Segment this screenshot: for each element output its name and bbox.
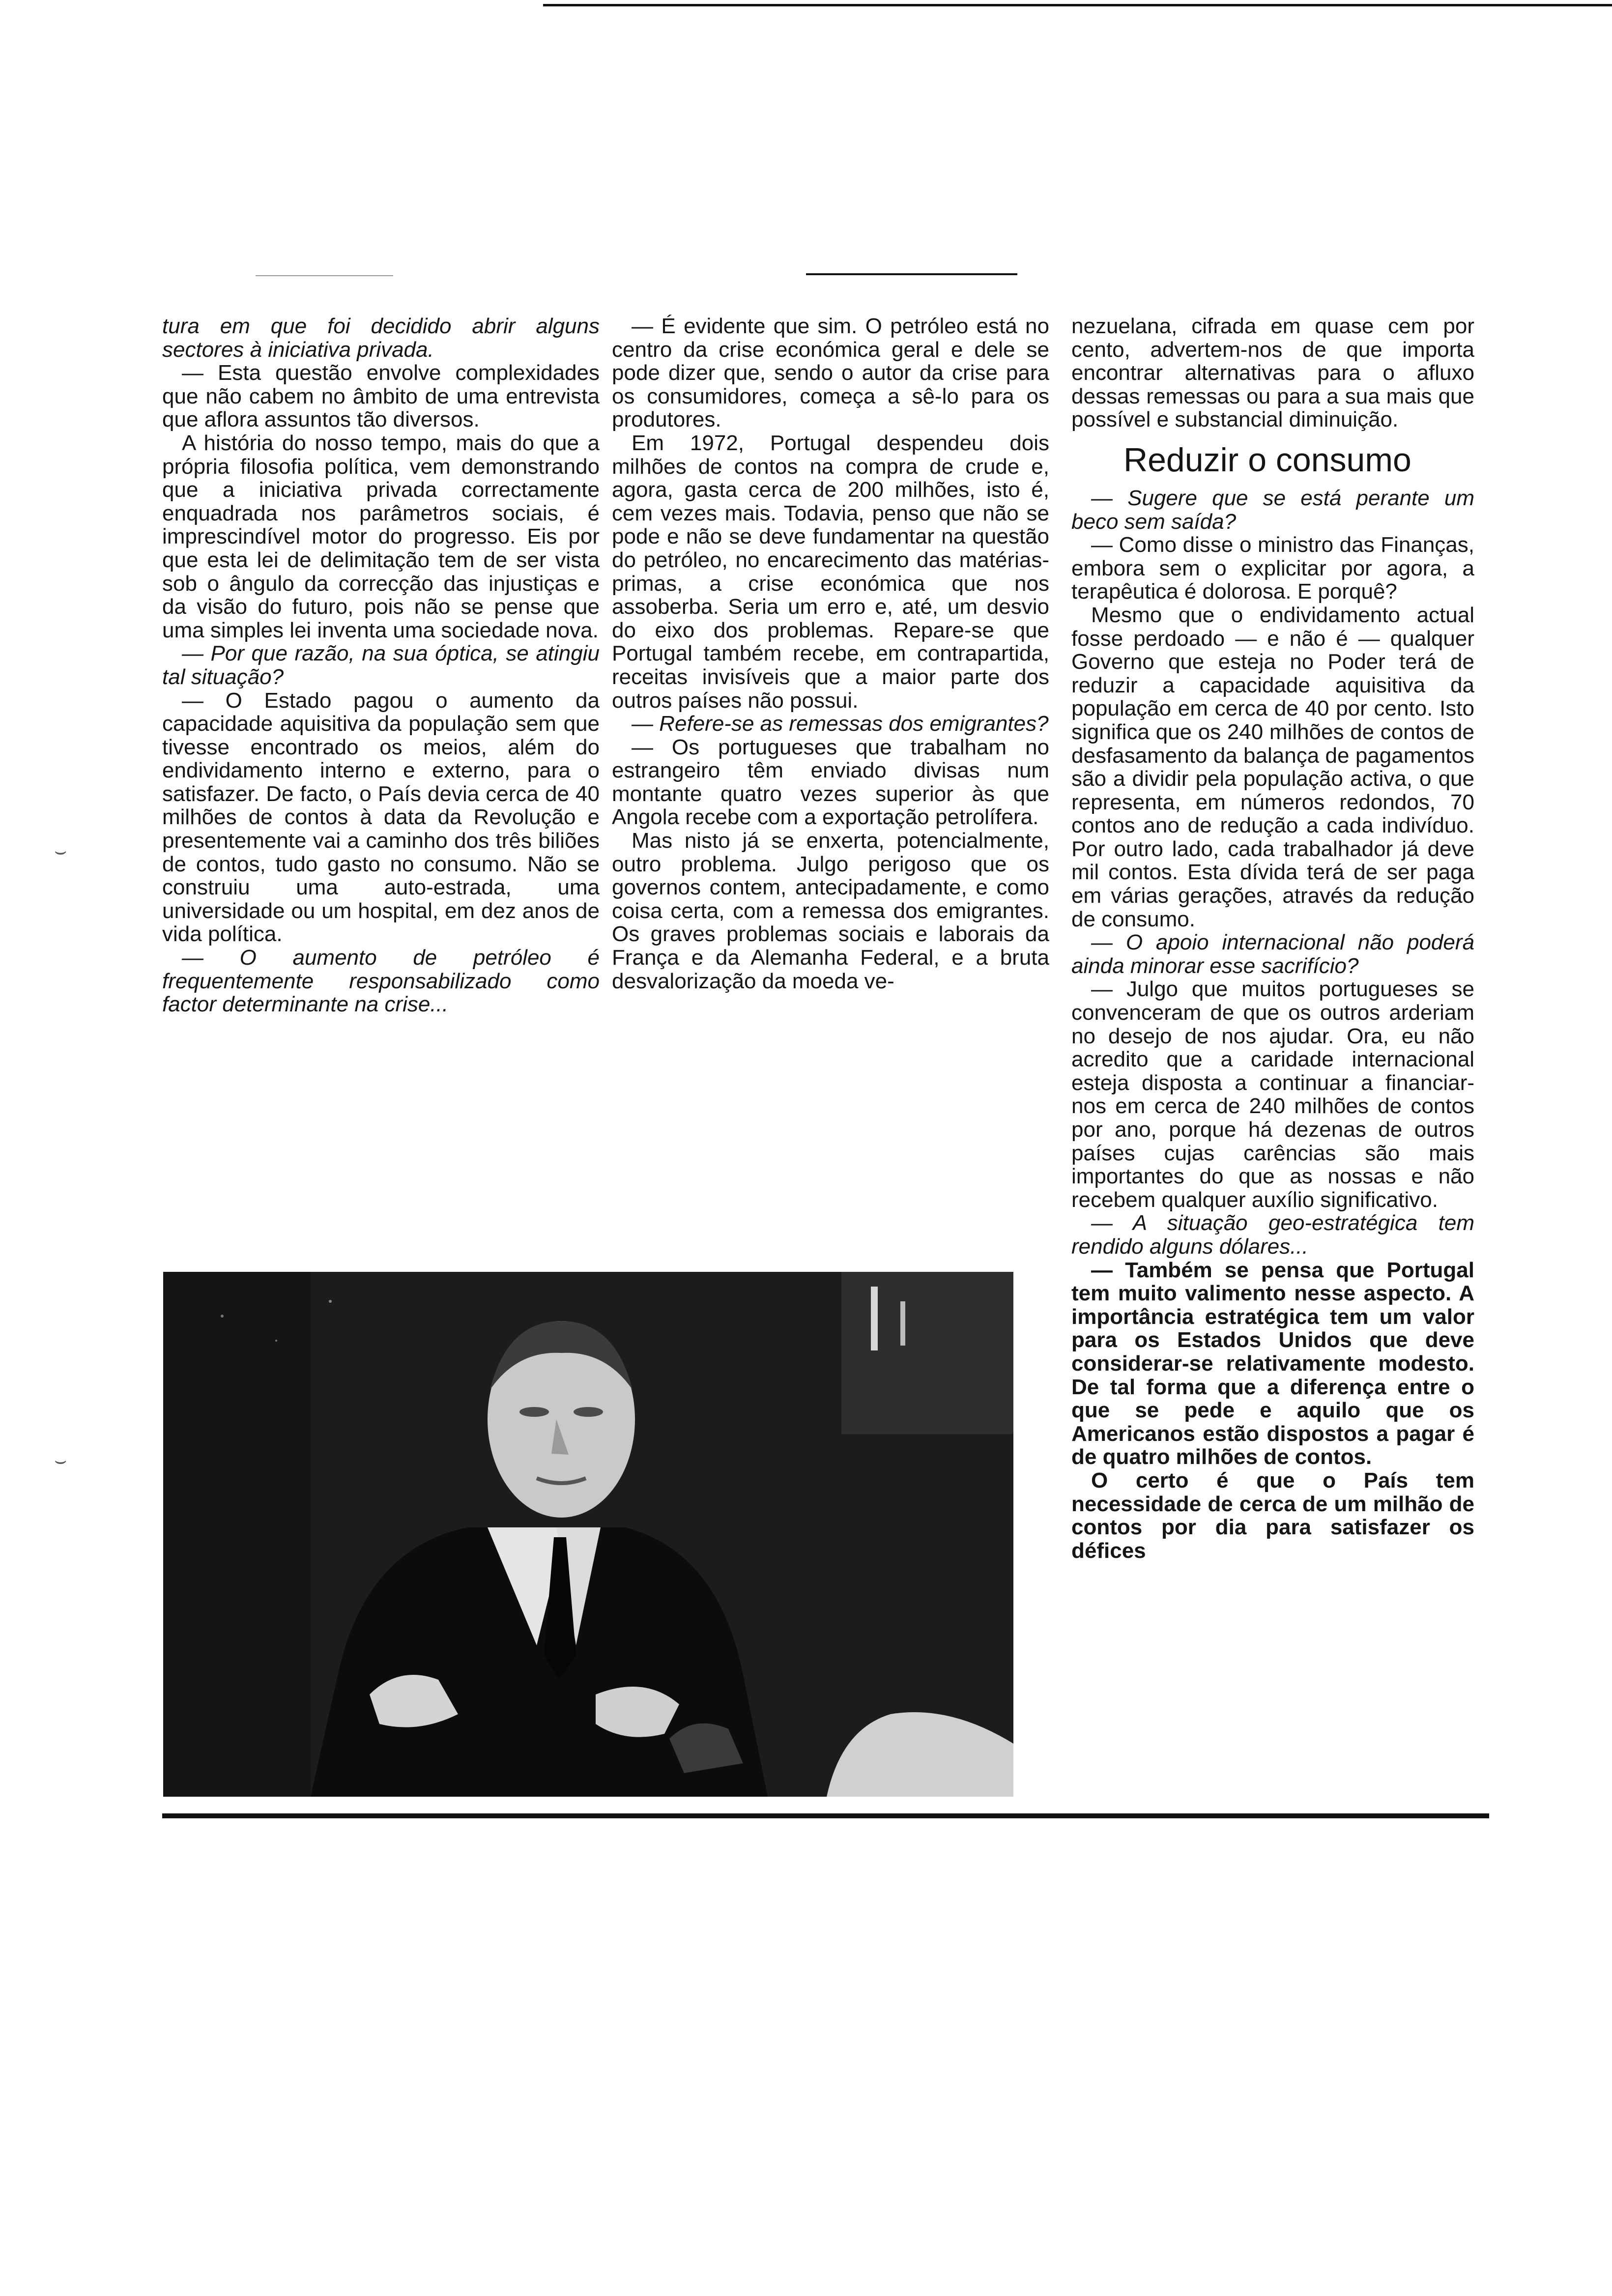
upper-short-rule: [806, 273, 1017, 275]
top-rule: [543, 4, 1612, 6]
article-column-2: [612, 315, 1049, 993]
interview-question: — Refere-se as remessas dos emigrantes?: [632, 712, 1049, 736]
interview-answer: — Esta questão envolve complexidades que não cabem no âmbito de uma entrevista que aflora assuntos tão diversos.: [162, 361, 600, 432]
article-column-1: [162, 315, 600, 1016]
interview-question: — A situação geo-estratégica tem rendido alguns dólares...: [1071, 1211, 1474, 1259]
interview-answer: A história do nosso tempo, mais do que a própria filosofia política, vem demonstrando que a iniciativa privada correctamente enquadrada nos parâmetros sociais, é imprescindível motor do progresso. Eis por que esta lei de delimitação tem de ser vista sob o ângulo da correcção das injustiças e da visão do futuro, pois não se pense que uma simples lei inventa uma sociedade nova.: [162, 430, 600, 642]
interview-photo: [163, 1272, 1013, 1797]
upper-dotted-rule: [256, 275, 393, 276]
article-column-3: [1071, 315, 1474, 1562]
interview-question: tura em que foi decidido abrir alguns sectores à iniciativa privada.: [162, 314, 600, 362]
bottom-rule: [162, 1813, 1489, 1818]
interview-answer: Mesmo que o endividamento actual fosse perdoado — e não é — qualquer Governo que esteja no Poder terá de reduzir a capacidade aquisitiva da população em cerca de 40 por cento. Isto significa que os 240 milhões de contos de desfasamento da balança de pagamentos são a dividir pela população activa, o que representa, em números redondos, 70 contos ano de redução a cada indivíduo. Por outro lado, cada trabalhador já deve mil contos. Esta dívida terá de ser paga em várias gerações, através da redução de consumo.: [1071, 603, 1474, 931]
interview-answer: O certo é que o País tem necessidade de cerca de um milhão de contos por dia para satisfazer os défices: [1071, 1468, 1474, 1563]
interview-answer: — Os portugueses que trabalham no estrangeiro têm enviado divisas num montante quatro vezes superior às que Angola recebe com a exportação petrolífera.: [612, 735, 1049, 830]
interview-question: — O apoio internacional não poderá ainda minorar esse sacrifício?: [1071, 930, 1474, 978]
interview-answer: — É evidente que sim. O petróleo está no centro da crise económica geral e dele se pode dizer que, sendo o autor da crise para os consumidores, começa a sê-lo para os produtores.: [612, 314, 1049, 432]
interview-answer: Em 1972, Portugal despendeu dois milhões de contos na compra de crude e, agora, gasta cerca de 200 milhões, isto é, cem vezes mais. Todavia, penso que não se pode e não se deve fundamentar na questão do petróleo, no encarecimento das matérias-primas, a crise económica que nos assoberba. Seria um erro e, até, um desvio do eixo dos problemas. Repare-se que Portugal também recebe, em contrapartida, receitas invisíveis que a maior parte dos outros países não possui.: [612, 430, 1049, 713]
interview-question: — Por que razão, na sua óptica, se atingiu tal situação?: [162, 641, 600, 689]
interview-answer: — O Estado pagou o aumento da capacidade aquisitiva da população sem que tivesse encontrado os meios, além do endividamento interno e externo, para o satisfazer. De facto, o País devia cerca de 40 milhões de contos à data da Revolução e presentemente vai a caminho dos três biliões de contos, tudo gasto no consumo. Não se construiu uma auto-estrada, uma universidade ou um hospital, em dez anos de vida política.: [162, 688, 600, 947]
interview-answer: — Como disse o ministro das Finanças, embora sem o explicitar por agora, a terapêutica é dolorosa. E porquê?: [1071, 533, 1474, 604]
interview-question: — O aumento de petróleo é frequentemente responsabilizado como factor determinante na crise...: [162, 946, 600, 1017]
interview-answer: Mas nisto já se enxerta, potencialmente, outro problema. Julgo perigoso que os governos contem, antecipadamente, e como coisa certa, com a remessa dos emigrantes. Os graves problemas sociais e laborais da França e da Alemanha Federal, e a bruta desvalorização da moeda ve-: [612, 829, 1049, 993]
interview-answer: nezuelana, cifrada em quase cem por cento, advertem-nos de que importa encontrar alternativas para o afluxo dessas remessas ou para a sua mais que possível e substancial diminuição.: [1071, 314, 1474, 432]
margin-mark: ⌣: [54, 840, 67, 862]
section-heading: Reduzir o consumo: [1123, 441, 1411, 479]
interview-answer: — Julgo que muitos portugueses se convenceram de que os outros arderiam no desejo de nos ajudar. Ora, eu não acredito que a caridade internacional esteja disposta a continuar a financiar-nos em cerca de 240 milhões de contos por ano, porque há dezenas de outros países cujas carências são mais importantes do que as nossas e não recebem qualquer auxílio significativo.: [1071, 977, 1474, 1212]
margin-mark: ⌣: [54, 1450, 67, 1471]
interview-answer: — Também se pensa que Portugal tem muito valimento nesse aspecto. A importância estratégica tem um valor para os Estados Unidos que deve considerar-se relativamente modesto. De tal forma que a diferença entre o que se pede e aquilo que os Americanos estão dispostos a pagar é de quatro milhões de contos.: [1071, 1258, 1474, 1469]
interview-question: — Sugere que se está perante um beco sem saída?: [1071, 486, 1474, 534]
